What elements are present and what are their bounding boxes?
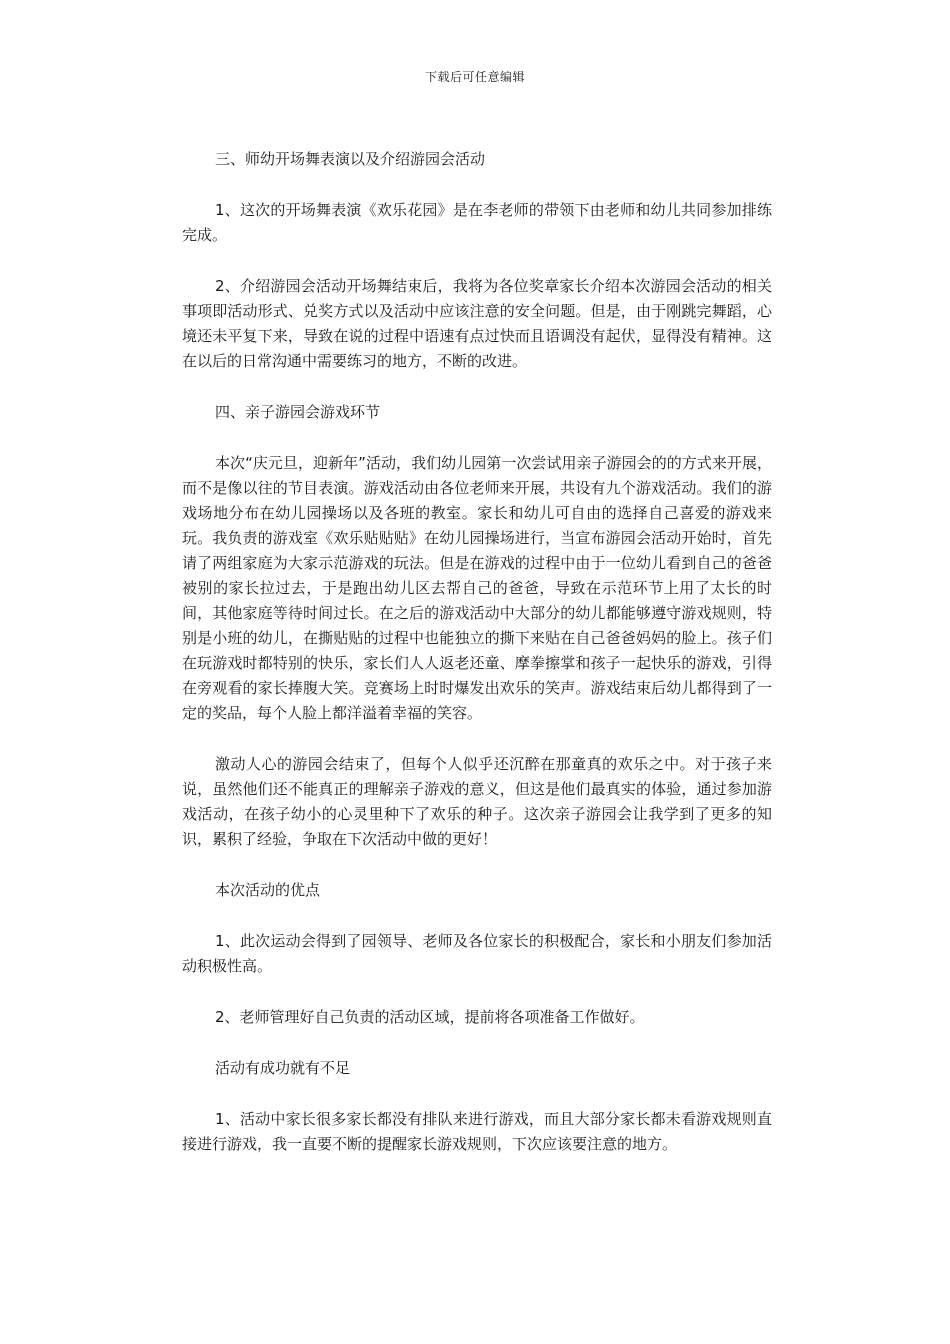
paragraph: 1、此次运动会得到了园领导、老师及各位家长的积极配合，家长和小朋友们参加活动积极性高。 <box>182 932 772 975</box>
paragraph: 本次“庆元旦，迎新年”活动，我们幼儿园第一次尝试用亲子游园会的的方式来开展，而不是像以往的节目表演。游戏活动由各位老师来开展，共设有九个游戏活动。我们的游戏场地分布在幼儿园操场以及各班的教室。家长和幼儿可自由的选择自己喜爱的游戏来玩。我负责的游戏室《欢乐贴贴贴》在幼儿园操场进行，当宣布游园会活动开始时，首先请了两组家庭为大家示范游戏的玩法。但是在游戏的过程中由于一位幼儿看到自己的爸爸被别的家长拉过去，于是跑出幼儿区去帮自己的爸爸，导致在示范环节上用了太长的时间，其他家庭等待时间过长。在之后的游戏活动中大部分的幼儿都能够遵守游戏规则，特别是小班的幼儿，在撕贴贴的过程中也能独立的撕下来贴在自己爸爸妈妈的脸上。孩子们在玩游戏时都特别的快乐，家长们人人返老还童、摩拳擦掌和孩子一起快乐的游戏，引得在旁观看的家长捧腹大笑。竞赛场上时时爆发出欢乐的笑声。游戏结束后幼儿都得到了一定的奖品，每个人脸上都洋溢着幸福的笑容。 <box>182 454 772 722</box>
paragraph: 激动人心的游园会结束了，但每个人似乎还沉醉在那童真的欢乐之中。对于孩子来说，虽然他们还不能真正的理解亲子游戏的意义，但这是他们最真实的体验，通过参加游戏活动，在孩子幼小的心灵里种下了欢乐的种子。这次亲子游园会让我学到了更多的知识，累积了经验，争取在下次活动中做的更好！ <box>182 755 772 848</box>
section-heading-4: 四、亲子游园会游戏环节 <box>215 403 381 421</box>
section-heading-3: 三、师幼开场舞表演以及介绍游园会活动 <box>215 150 486 168</box>
document-body <box>182 147 772 1183</box>
paragraph: 2、老师管理好自己负责的活动区域，提前将各项准备工作做好。 <box>215 1008 645 1026</box>
page-header-note: 下载后可任意编辑 <box>424 70 525 84</box>
paragraph: 2、介绍游园会活动开场舞结束后，我将为各位奖章家长介绍本次游园会活动的相关事项即活动形式、兑奖方式以及活动中应该注意的安全问题。但是，由于刚跳完舞蹈，心境还未平复下来，导致在说的过程中语速有点过快而且语调没有起伏，显得没有精神。这在以后的日常沟通中需要练习的地方，不断的改进。 <box>182 277 772 370</box>
paragraph: 1、这次的开场舞表演《欢乐花园》是在李老师的带领下由老师和幼儿共同参加排练完成。 <box>182 201 772 244</box>
paragraph: 1、活动中家长很多家长都没有排队来进行游戏，而且大部分家长都未看游戏规则直接进行游戏，我一直要不断的提醒家长游戏规则，下次应该要注意的地方。 <box>182 1110 772 1153</box>
subheading-shortcomings: 活动有成功就有不足 <box>215 1059 351 1077</box>
subheading-advantages: 本次活动的优点 <box>215 881 321 899</box>
